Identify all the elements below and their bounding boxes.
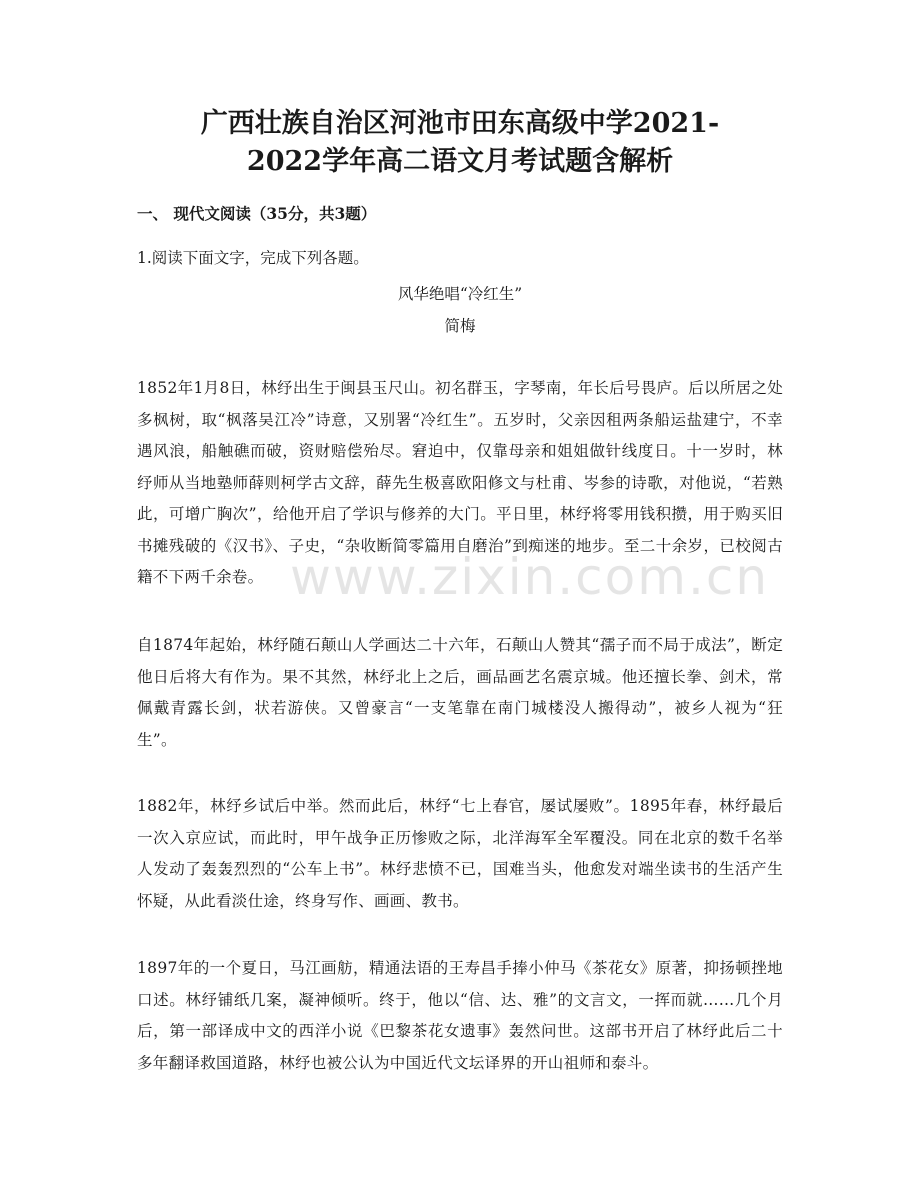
article-paragraph: 自1874年起始，林纾随石颠山人学画达二十六年，石颠山人赞其“孺子而不局于成法”，断定他日后将大有作为。果不其然，林纾北上之后，画品画艺名震京城。他还擅长拳、剑术，常佩戴青露长剑，状若游侠。又曾豪言“一支笔靠在南门城楼没人搬得动”，被乡人视为“狂生”。 [137, 636, 783, 749]
question-intro: 1.阅读下面文字，完成下列各题。 [137, 249, 369, 267]
document-title-line-2: 2022学年高二语文月考试题含解析 [246, 146, 674, 177]
document-title-line-1: 广西壮族自治区河池市田东高级中学2021- [200, 108, 720, 139]
article-author: 简梅 [444, 317, 476, 335]
article-title: 风华绝唱“冷红生” [397, 285, 523, 303]
article-paragraph: 1852年1月8日，林纾出生于闽县玉尺山。初名群玉，字琴南，年长后号畏庐。后以所居之处多枫树，取“枫落吴江冷”诗意，又别署“冷红生”。五岁时，父亲因租两条船运盐建宁，不幸遇风浪，船触礁而破，资财赔偿殆尽。窘迫中，仅靠母亲和姐姐做针线度日。十一岁时，林纾师从当地塾师薛则柯学古文辞，薛先生极喜欧阳修文与杜甫、岑参的诗歌，对他说，“若熟此，可增广胸次”，给他开启了学识与修养的大门。平日里，林纾将零用钱积攒，用于购买旧书摊残破的《汉书》、子史，“杂收断简零篇用自磨治”到痴迷的地步。至二十余岁，已校阅古籍不下两千余卷。 [137, 379, 783, 586]
watermark: www.zixin.com.cn [290, 548, 770, 606]
article-paragraph: 1897年的一个夏日，马江画舫，精通法语的王寿昌手捧小仲马《茶花女》原著，抑扬顿挫地口述。林纾铺纸几案，凝神倾听。终于，他以“信、达、雅”的文言文，一挥而就……几个月后，第一部译成中文的西洋小说《巴黎茶花女遗事》轰然问世。这部书开启了林纾此后二十多年翻译救国道路，林纾也被公认为中国近代文坛译界的开山祖师和泰斗。 [137, 959, 783, 1072]
article-paragraph: 1882年，林纾乡试后中举。然而此后，林纾“七上春官，屡试屡败”。1895年春，林纾最后一次入京应试，而此时，甲午战争正历惨败之际，北洋海军全军覆没。同在北京的数千名举人发动了轰轰烈烈的“公车上书”。林纾悲愤不已，国难当头，他愈发对端坐读书的生活产生怀疑，从此看淡仕途，终身写作、画画、教书。 [137, 797, 783, 910]
section-heading: 一、 现代文阅读（35分，共3题） [137, 204, 377, 223]
